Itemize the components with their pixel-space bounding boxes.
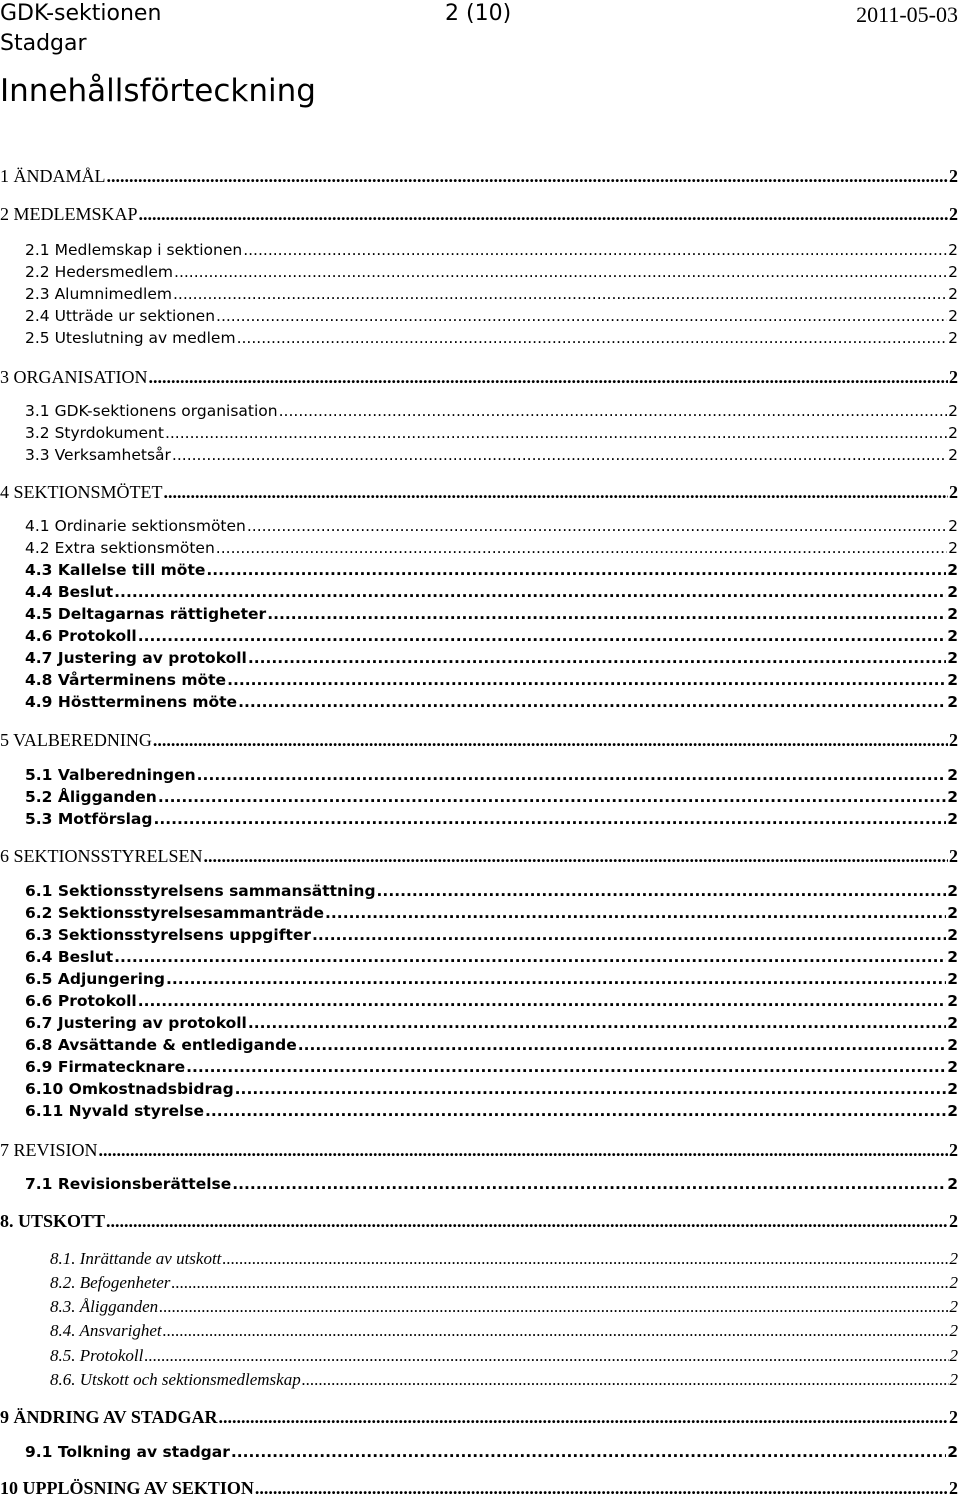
- toc-entry-label: 2.3 Alumnimedlem: [25, 285, 172, 303]
- toc-entry-4-4[interactable]: [0, 582, 958, 602]
- toc-entry-5-3[interactable]: [0, 809, 958, 829]
- toc-entry-label: 3 ORGANISATION: [0, 367, 148, 387]
- toc-entry-page: 2: [947, 788, 958, 806]
- toc-entry-label: 2.5 Uteslutning av medlem: [25, 329, 236, 347]
- toc-entry-4-7[interactable]: [0, 648, 958, 668]
- toc-entry-page: 2: [947, 948, 958, 966]
- toc-leader-dots: [325, 903, 946, 923]
- toc-entry-label: 3.1 GDK-sektionens organisation: [25, 402, 278, 420]
- toc-entry-page: 2: [947, 992, 958, 1010]
- toc-leader-dots: [106, 1210, 948, 1232]
- toc-entry-page: 2: [949, 1211, 958, 1231]
- toc-entry-8-4[interactable]: [0, 1320, 958, 1341]
- toc-entry-1[interactable]: [0, 165, 958, 187]
- toc-entry-page: 2: [947, 1080, 958, 1098]
- toc-entry-5-1[interactable]: [0, 765, 958, 785]
- toc-entry-page: 2: [949, 204, 958, 224]
- toc-entry-page: 2: [948, 241, 958, 259]
- toc-entry-label: 4.5 Deltagarnas rättigheter: [25, 605, 267, 623]
- toc-entry-6[interactable]: [0, 845, 958, 867]
- toc-entry-6-4[interactable]: [0, 947, 958, 967]
- toc-leader-dots: [171, 1272, 948, 1293]
- toc-entry-label: 6.6 Protokoll: [25, 992, 137, 1010]
- header-date: 2011-05-03: [856, 2, 958, 27]
- toc-leader-dots: [247, 516, 947, 536]
- toc-entry-page: 2: [948, 329, 958, 347]
- toc-entry-label: 4.4 Beslut: [25, 583, 114, 601]
- toc-entry-3-2[interactable]: [0, 423, 958, 443]
- toc-entry-label: 6.1 Sektionsstyrelsens sammansättning: [25, 882, 376, 900]
- toc-entry-label: 2 MEDLEMSKAP: [0, 204, 138, 224]
- toc-entry-label: 8.4. Ansvarighet: [50, 1321, 162, 1340]
- toc-entry-page: 2: [949, 730, 958, 750]
- toc-entry-page: 2: [948, 539, 958, 557]
- toc-leader-dots: [235, 1079, 947, 1099]
- toc-entry-8-3[interactable]: [0, 1296, 958, 1317]
- toc-entry-page: 2: [947, 1058, 958, 1076]
- toc-entry-page: 2: [947, 1102, 958, 1120]
- toc-entry-label: 2.2 Hedersmedlem: [25, 263, 174, 281]
- toc-entry-page: 2: [949, 1273, 958, 1292]
- toc-entry-page: 2: [948, 517, 958, 535]
- toc-entry-label: 4.6 Protokoll: [25, 627, 137, 645]
- toc-leader-dots: [267, 604, 946, 624]
- page-title: Innehållsförteckning: [0, 73, 316, 109]
- toc-entry-6-8[interactable]: [0, 1035, 958, 1055]
- toc-entry-page: 2: [947, 693, 958, 711]
- toc-entry-page: 2: [949, 1321, 958, 1340]
- toc-entry-page: 2: [949, 166, 958, 186]
- toc-entry-8-6[interactable]: [0, 1369, 958, 1390]
- toc-entry-label: 9.1 Tolkning av stadgar: [25, 1443, 230, 1461]
- toc-leader-dots: [377, 881, 947, 901]
- toc-entry-label: 8.6. Utskott och sektionsmedlemskap: [50, 1370, 301, 1389]
- toc-entry-label: 4.2 Extra sektionsmöten: [25, 539, 215, 557]
- toc-leader-dots: [227, 670, 946, 690]
- toc-entry-label: 6.7 Justering av protokoll: [25, 1014, 247, 1032]
- toc-entry-page: 2: [947, 970, 958, 988]
- toc-entry-page: 2: [947, 627, 958, 645]
- toc-entry-2-3[interactable]: [0, 284, 958, 304]
- toc-leader-dots: [219, 1406, 948, 1428]
- toc-leader-dots: [144, 1345, 948, 1366]
- toc-entry-8-2[interactable]: [0, 1272, 958, 1293]
- toc-entry-8-5[interactable]: [0, 1345, 958, 1366]
- toc-entry-2-5[interactable]: [0, 328, 958, 348]
- toc-leader-dots: [237, 328, 948, 348]
- toc-entry-4-9[interactable]: [0, 692, 958, 712]
- toc-entry-6-3[interactable]: [0, 925, 958, 945]
- header-section-name: GDK-sektionen: [0, 1, 162, 26]
- toc-leader-dots: [206, 560, 946, 580]
- toc-leader-dots: [243, 240, 947, 260]
- toc-entry-page: 2: [948, 263, 958, 281]
- toc-leader-dots: [153, 729, 948, 751]
- toc-entry-page: 2: [947, 605, 958, 623]
- toc-leader-dots: [172, 445, 947, 465]
- toc-leader-dots: [173, 284, 947, 304]
- toc-leader-dots: [302, 1369, 949, 1390]
- toc-leader-dots: [114, 582, 946, 602]
- header-document-type: Stadgar: [0, 31, 87, 56]
- toc-entry-7[interactable]: [0, 1139, 958, 1161]
- toc-entry-page: 2: [949, 1407, 958, 1427]
- toc-leader-dots: [107, 165, 949, 187]
- toc-entry-label: 6.3 Sektionsstyrelsens uppgifter: [25, 926, 312, 944]
- toc-leader-dots: [222, 1248, 948, 1269]
- toc-entry-page: 2: [947, 904, 958, 922]
- toc-entry-label: 4.9 Höstterminens möte: [25, 693, 238, 711]
- toc-entry-page: 2: [949, 1140, 958, 1160]
- toc-entry-page: 2: [947, 1036, 958, 1054]
- toc-leader-dots: [186, 1057, 946, 1077]
- toc-entry-3[interactable]: [0, 366, 958, 388]
- toc-entry-4-6[interactable]: [0, 626, 958, 646]
- toc-entry-4[interactable]: [0, 481, 958, 503]
- toc-entry-label: 8.3. Åligganden: [50, 1297, 159, 1316]
- toc-entry-label: 3.3 Verksamhetsår: [25, 446, 171, 464]
- toc-leader-dots: [159, 1296, 948, 1317]
- toc-entry-page: 2: [947, 1443, 958, 1461]
- toc-leader-dots: [279, 401, 948, 421]
- toc-entry-page: 2: [947, 671, 958, 689]
- toc-entry-label: 8. UTSKOTT: [0, 1211, 106, 1231]
- toc-entry-label: 8.5. Protokoll: [50, 1346, 144, 1365]
- toc-entry-4-3[interactable]: [0, 560, 958, 580]
- toc-entry-label: 5 VALBEREDNING: [0, 730, 152, 750]
- toc-leader-dots: [216, 538, 947, 558]
- toc-leader-dots: [114, 947, 946, 967]
- toc-entry-label: 10 UPPLÖSNING AV SEKTION: [0, 1478, 254, 1498]
- toc-entry-9-1[interactable]: [0, 1442, 958, 1462]
- toc-entry-5[interactable]: [0, 729, 958, 751]
- toc-entry-4-2[interactable]: [0, 538, 958, 558]
- toc-entry-page: 2: [949, 1370, 958, 1389]
- toc-entry-10[interactable]: [0, 1477, 958, 1499]
- toc-leader-dots: [248, 1013, 946, 1033]
- toc-entry-9[interactable]: [0, 1406, 958, 1428]
- toc-entry-page: 2: [949, 1346, 958, 1365]
- toc-entry-label: 7.1 Revisionsberättelse: [25, 1175, 232, 1193]
- toc-entry-page: 2: [949, 1297, 958, 1316]
- toc-entry-page: 2: [949, 482, 958, 502]
- toc-leader-dots: [149, 366, 949, 388]
- toc-leader-dots: [138, 991, 946, 1011]
- toc-entry-page: 2: [947, 926, 958, 944]
- toc-entry-label: 3.2 Styrdokument: [25, 424, 164, 442]
- toc-entry-label: 6.2 Sektionsstyrelsesammanträde: [25, 904, 325, 922]
- toc-leader-dots: [153, 809, 946, 829]
- toc-entry-label: 5.3 Motförslag: [25, 810, 153, 828]
- toc-entry-label: 6.5 Adjungering: [25, 970, 166, 988]
- toc-entry-6-10[interactable]: [0, 1079, 958, 1099]
- toc-entry-page: 2: [948, 424, 958, 442]
- toc-entry-4-5[interactable]: [0, 604, 958, 624]
- toc-entry-4-1[interactable]: [0, 516, 958, 536]
- toc-entry-3-3[interactable]: [0, 445, 958, 465]
- toc-leader-dots: [204, 845, 948, 867]
- toc-entry-label: 1 ÄNDAMÅL: [0, 166, 106, 186]
- toc-entry-label: 8.2. Befogenheter: [50, 1273, 171, 1292]
- toc-entry-label: 6.11 Nyvald styrelse: [25, 1102, 205, 1120]
- toc-entry-page: 2: [948, 285, 958, 303]
- toc-entry-6-11[interactable]: [0, 1101, 958, 1121]
- toc-entry-page: 2: [949, 1249, 958, 1268]
- toc-leader-dots: [232, 1174, 946, 1194]
- toc-entry-label: 6 SEKTIONSSTYRELSEN: [0, 846, 203, 866]
- toc-leader-dots: [238, 692, 946, 712]
- toc-entry-page: 2: [948, 307, 958, 325]
- toc-entry-label: 4.3 Kallelse till möte: [25, 561, 206, 579]
- toc-entry-label: 8.1. Inrättande av utskott: [50, 1249, 222, 1268]
- toc-entry-2-2[interactable]: [0, 262, 958, 282]
- toc-leader-dots: [197, 765, 947, 785]
- toc-entry-2[interactable]: [0, 203, 958, 225]
- toc-leader-dots: [165, 423, 947, 443]
- toc-leader-dots: [205, 1101, 946, 1121]
- toc-entry-label: 5.2 Åligganden: [25, 788, 157, 806]
- toc-leader-dots: [158, 787, 946, 807]
- toc-entry-2-4[interactable]: [0, 306, 958, 326]
- toc-entry-6-7[interactable]: [0, 1013, 958, 1033]
- toc-entry-label: 5.1 Valberedningen: [25, 766, 196, 784]
- toc-entry-label: 4.1 Ordinarie sektionsmöten: [25, 517, 246, 535]
- toc-entry-label: 6.8 Avsättande & entledigande: [25, 1036, 297, 1054]
- toc-entry-8-1[interactable]: [0, 1248, 958, 1269]
- toc-entry-6-5[interactable]: [0, 969, 958, 989]
- toc-leader-dots: [312, 925, 946, 945]
- toc-entry-page: 2: [947, 649, 958, 667]
- toc-leader-dots: [216, 306, 947, 326]
- toc-entry-page: 2: [948, 402, 958, 420]
- toc-entry-label: 6.9 Firmatecknare: [25, 1058, 186, 1076]
- toc-entry-label: 9 ÄNDRING AV STADGAR: [0, 1407, 218, 1427]
- toc-leader-dots: [164, 481, 949, 503]
- toc-entry-page: 2: [947, 766, 958, 784]
- toc-entry-page: 2: [948, 446, 958, 464]
- toc-entry-label: 4.8 Vårterminens möte: [25, 671, 227, 689]
- toc-entry-page: 2: [947, 810, 958, 828]
- toc-entry-3-1[interactable]: [0, 401, 958, 421]
- toc-leader-dots: [248, 648, 946, 668]
- toc-entry-page: 2: [949, 1478, 958, 1498]
- toc-entry-page: 2: [947, 561, 958, 579]
- toc-entry-page: 2: [949, 846, 958, 866]
- toc-entry-8[interactable]: [0, 1210, 958, 1232]
- toc-entry-page: 2: [947, 583, 958, 601]
- toc-leader-dots: [255, 1477, 948, 1499]
- toc-leader-dots: [298, 1035, 946, 1055]
- toc-entry-label: 7 REVISION: [0, 1140, 98, 1160]
- toc-entry-6-2[interactable]: [0, 903, 958, 923]
- toc-entry-page: 2: [947, 1175, 958, 1193]
- toc-leader-dots: [138, 626, 946, 646]
- toc-leader-dots: [174, 262, 947, 282]
- toc-entry-page: 2: [949, 367, 958, 387]
- toc-leader-dots: [231, 1442, 946, 1462]
- toc-leader-dots: [163, 1320, 949, 1341]
- toc-entry-7-1[interactable]: [0, 1174, 958, 1194]
- toc-entry-label: 4 SEKTIONSMÖTET: [0, 482, 163, 502]
- toc-entry-label: 4.7 Justering av protokoll: [25, 649, 247, 667]
- header-page-number: 2 (10): [445, 1, 512, 26]
- toc-leader-dots: [139, 203, 948, 225]
- toc-entry-5-2[interactable]: [0, 787, 958, 807]
- toc-entry-page: 2: [947, 882, 958, 900]
- toc-leader-dots: [99, 1139, 949, 1161]
- toc-entry-6-6[interactable]: [0, 991, 958, 1011]
- toc-entry-2-1[interactable]: [0, 240, 958, 260]
- toc-entry-4-8[interactable]: [0, 670, 958, 690]
- toc-entry-page: 2: [947, 1014, 958, 1032]
- toc-entry-label: 2.1 Medlemskap i sektionen: [25, 241, 243, 259]
- toc-entry-label: 2.4 Utträde ur sektionen: [25, 307, 216, 325]
- toc-entry-label: 6.4 Beslut: [25, 948, 114, 966]
- toc-leader-dots: [166, 969, 946, 989]
- toc-entry-6-1[interactable]: [0, 881, 958, 901]
- toc-entry-label: 6.10 Omkostnadsbidrag: [25, 1080, 234, 1098]
- toc-entry-6-9[interactable]: [0, 1057, 958, 1077]
